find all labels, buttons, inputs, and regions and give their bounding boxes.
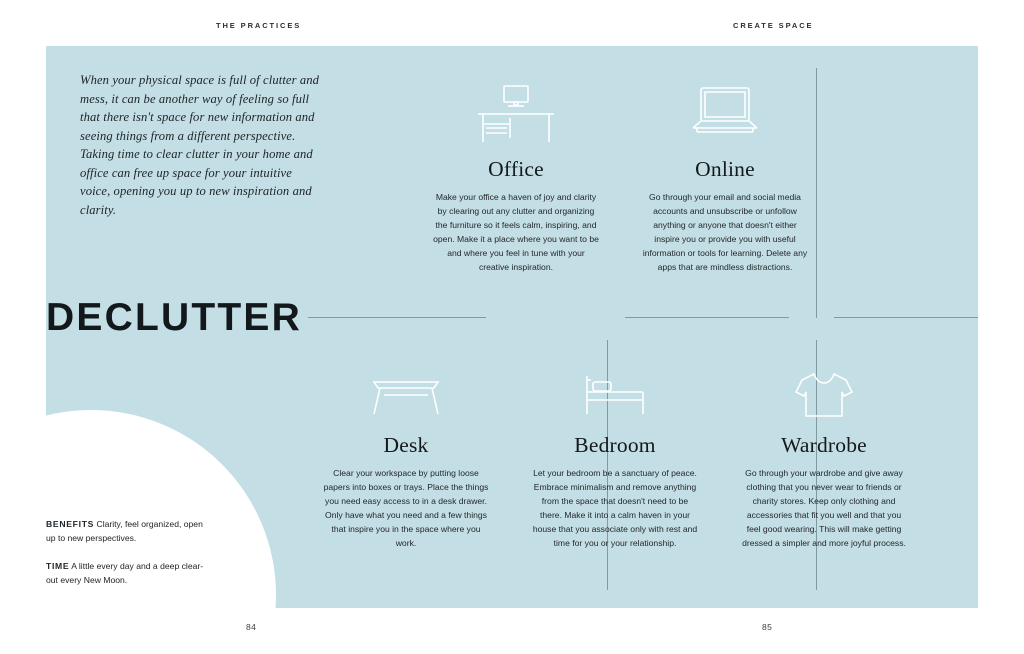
card-body: Let your bedroom be a sanctuary of peace. Embrace minimalism and remove anything from the space that doesn't need to be there. Make it into a calm haven in your house that you associate only with rest and time for you or your relationship. [532, 468, 698, 548]
page-title: DECLUTTER [46, 296, 302, 339]
running-head-right: CREATE SPACE [733, 21, 814, 30]
card-title: Bedroom [574, 433, 656, 457]
card-title: Desk [383, 433, 429, 457]
running-head-left: THE PRACTICES [216, 21, 302, 30]
card-wardrobe [732, 346, 916, 551]
card-body: Go through your email and social media accounts and unsubscribe or unfollow anything or anyone that doesn't either inspire you or provide you with useful information or tools for learning. Delete any apps that are mindless distractions. [642, 192, 808, 272]
practice-card-grid [292, 46, 978, 608]
table-icon [314, 346, 498, 424]
card-body: Go through your wardrobe and give away clothing that you never wear to friends or charity stores. Keep only clothing and accessories that fit you well and that you feel good wearing. This will make getting dressed a simpler and more joyful process. [742, 468, 906, 548]
divider-horizontal-2 [834, 317, 978, 318]
time-block [46, 560, 214, 588]
card-body: Make your office a haven of joy and clarity by clearing out any clutter and organizing the furniture so it feels calm, inspiring, and open. Make it a place where you want to be and where you feel in tune with your creative inspiration. [433, 192, 599, 272]
benefits-label: BENEFITS [46, 519, 95, 529]
card-desk [314, 346, 498, 551]
desk-with-monitor-icon [424, 70, 608, 148]
benefits-block [46, 518, 214, 546]
divider-horizontal-1 [625, 317, 789, 318]
intro-paragraph: When your physical space is full of clutter and mess, it can be another way of feeling so full that there isn't space for new information and seeing things from a different perspective. Taking time to clear clutter in your home and office can free up space for your intuitive voice, opening you up to new inspiration and clarity. [80, 73, 320, 217]
card-body: Clear your workspace by putting loose papers into boxes or trays. Place the things you need easy access to in a desk drawer. Only have what you need and a few things that inspire you in the space where you work. [323, 468, 489, 548]
practice-meta [46, 518, 214, 602]
card-title: Online [695, 157, 755, 181]
laptop-icon [633, 70, 817, 148]
tshirt-icon [732, 346, 916, 424]
benefits-text: Clarity, feel organized, open up to new perspectives. [46, 519, 203, 543]
bed-icon [523, 346, 707, 424]
time-text: A little every day and a deep clear-out every New Moon. [46, 560, 204, 585]
tinted-panel [46, 46, 978, 608]
page-number-right: 85 [762, 622, 773, 632]
card-online [633, 70, 817, 275]
page-number-left: 84 [246, 622, 257, 632]
card-title: Office [488, 157, 544, 181]
card-title: Wardrobe [781, 433, 867, 457]
card-office [424, 70, 608, 275]
card-bedroom [523, 346, 707, 551]
time-label: TIME [46, 560, 70, 571]
